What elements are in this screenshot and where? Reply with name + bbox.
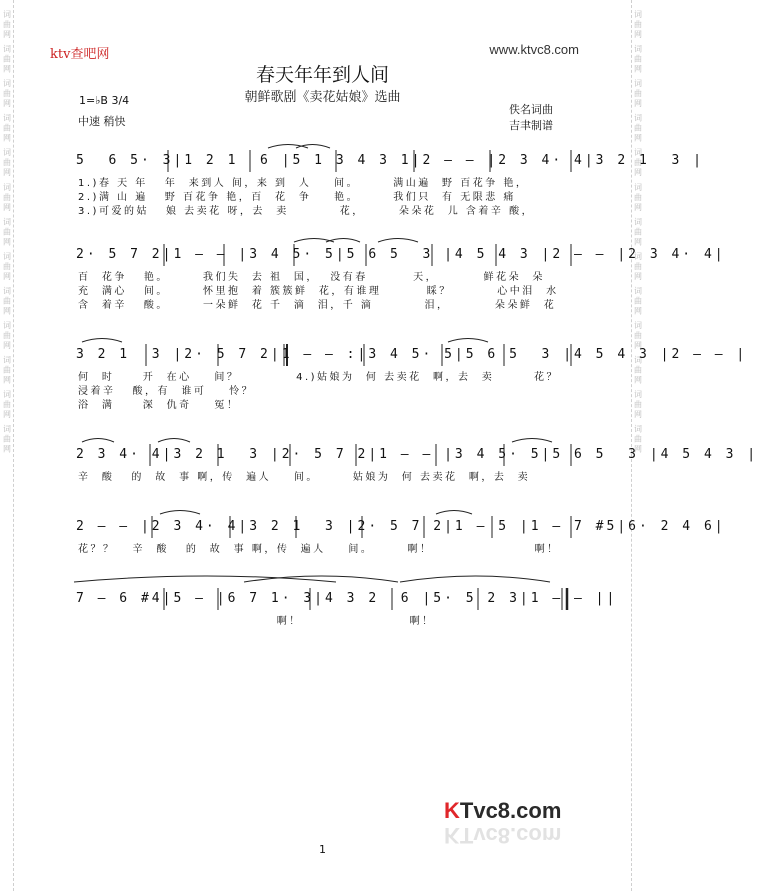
song-title: 春天年年到人间 xyxy=(255,64,389,86)
song-subtitle: 朝鲜歌剧《卖花姑娘》选曲 xyxy=(244,90,401,105)
notes-line: 7 — 6 #4|5 — |6 7 1· 3|4 3 2 6 |5· 5 2 3|1 — — || xyxy=(76,591,618,606)
staff-system xyxy=(68,150,704,174)
notes-line: 3 2 1 3 |2· 5 7 2|1 — — :|3 4 5· 5|5 6 5 3 |4 5 4 3 |2 — — | xyxy=(76,347,748,362)
lyric-line: 1.)春 天 年 年 来到人 间，来 到 人 间。 满山遍 野 百花争 艳， xyxy=(78,178,529,189)
page-number: 1 xyxy=(319,843,326,856)
right-cut-line xyxy=(631,0,632,891)
brand-logo-reflection: KTvc8.com xyxy=(444,823,562,848)
lyric-line: 充 满心 间。 怀里抱 着 簇簇鲜 花，有谁理 睬？ 心中泪 水 xyxy=(78,286,559,297)
lyric-line: 3.)可爱的姑 娘 去卖花 呀，去 卖 花， 朵朵花 儿 含着辛 酸， xyxy=(78,206,535,217)
right-watermark-text: 词曲网 词曲网 词曲网 词曲网 词曲网 词曲网 词曲网 词曲网 词曲网 词曲网 词曲网 词曲网 词曲网 xyxy=(633,10,643,455)
key-signature: 1=♭B 3/4 xyxy=(79,94,130,107)
lyric-line: 辛 酸 的 故 事 啊，传 遍人 间。 姑娘为 何 去卖花 啊，去 卖 xyxy=(78,472,531,483)
lyric-line: 含 着辛 酸。 一朵鲜 花 千 滴 泪，千 滴 泪， 朵朵鲜 花 xyxy=(78,300,557,311)
site-name-left: ktv查吧网 xyxy=(50,47,110,62)
left-margin-watermark xyxy=(0,0,14,891)
notes-line: 2 — — |2 3 4· 4|3 2 1 3 |2· 5 7 2|1 — 5 |1 — 7 #5|6· 2 4 6| xyxy=(76,519,726,534)
staff-system xyxy=(68,588,618,612)
staff-system xyxy=(68,244,726,268)
lyric-line: 浴 满 深 仇奇 冤！ xyxy=(78,400,240,411)
brand-logo xyxy=(444,798,561,824)
notes-line: 2· 5 7 2|1 — — |3 4 5· 5|5 6 5 3 |4 5 4 3 |2 — — |2 3 4· 4| xyxy=(76,247,726,262)
site-url-right: www.ktvc8.com xyxy=(489,42,579,57)
lyricist-credit: 佚名词曲 xyxy=(509,103,553,116)
left-watermark-text: 词曲网 词曲网 词曲网 词曲网 词曲网 词曲网 词曲网 词曲网 词曲网 词曲网 词曲网 词曲网 词曲网 xyxy=(2,10,12,455)
lyric-line: 浸着辛 酸，有 谁可 怜？ xyxy=(78,386,255,397)
lyric-line: 啊！ 啊！ xyxy=(78,616,435,627)
tempo-marking: 中速 稍快 xyxy=(78,115,126,128)
left-cut-line xyxy=(13,0,14,891)
lyric-line: 2.)满 山 遍 野 百花争 艳，百 花 争 艳。 我们只 有 无限悲 痛 xyxy=(78,192,516,203)
staff-system xyxy=(68,444,758,468)
staff-system xyxy=(68,344,748,368)
notes-line: 2 3 4· 4|3 2 1 3 |2· 5 7 2|1 — — |3 4 5· 5|5 6 5 3 |4 5 4 3 | xyxy=(76,447,758,462)
arranger-credit: 吉聿制谱 xyxy=(509,119,553,132)
staff-system xyxy=(68,516,726,540)
right-margin-watermark xyxy=(631,0,645,891)
lyric-line: 何 时 开 在心 间？ 4.)姑娘为 何 去卖花 啊，去 卖 花？ xyxy=(78,372,560,383)
lyric-line: 花？？ 辛 酸 的 故 事 啊，传 遍人 间。 啊！ 啊！ xyxy=(78,544,560,555)
brand-logo-k: K xyxy=(444,798,460,823)
notes-line: 5 6 5· 3|1 2 1 6 |5 1 3 4 3 1|2 — — |2 3 4· 4|3 2 1 3 | xyxy=(76,153,704,168)
lyric-line: 百 花争 艳。 我们失 去 祖 国， 没有春 天， 鲜花朵 朵 xyxy=(78,272,545,283)
brand-logo-rest: Tvc8.com xyxy=(459,798,562,823)
